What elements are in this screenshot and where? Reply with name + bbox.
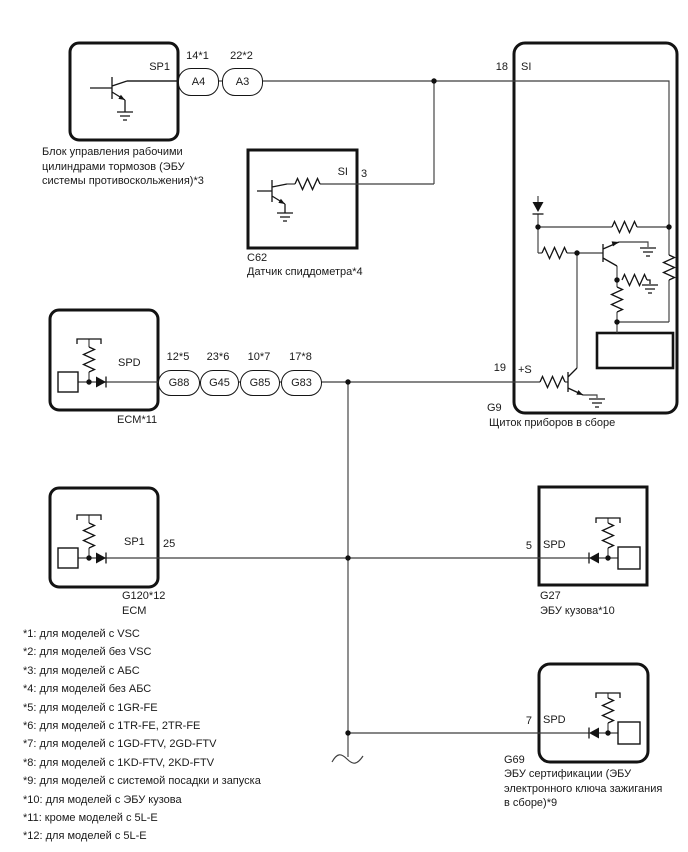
ecm-upper-code: ECM*11 bbox=[117, 414, 158, 426]
speed-sensor-pin-number: 3 bbox=[361, 168, 368, 180]
skid-ecu-caption bbox=[42, 145, 204, 189]
footnote: *11: кроме моделей с 5L-E bbox=[23, 811, 158, 824]
cert-ecu-terminal-label: SPD bbox=[543, 714, 566, 726]
connector-g45: G45 bbox=[200, 370, 239, 396]
connector-a3: A3 bbox=[222, 68, 263, 96]
footnote: *7: для моделей с 1GD-FTV, 2GD-FTV bbox=[23, 738, 217, 751]
footnote: *9: для моделей с системой посадки и запуска bbox=[23, 775, 261, 788]
connector-a4: A4 bbox=[178, 68, 219, 96]
ecm-lower-terminal-label: SP1 bbox=[124, 536, 145, 548]
cert-ecu-caption bbox=[504, 767, 662, 811]
meter-pin19-number: 19 bbox=[493, 362, 506, 374]
footnote: *5: для моделей с 1GR-FE bbox=[23, 701, 158, 714]
body-ecu-pin-number: 5 bbox=[525, 540, 532, 552]
footnote: *4: для моделей без АБС bbox=[23, 683, 152, 696]
body-ecu-terminal-label: SPD bbox=[543, 539, 566, 551]
footnotes bbox=[23, 625, 261, 846]
cert-ecu-pin-number: 7 bbox=[525, 715, 532, 727]
footnote: *8: для моделей с 1KD-FTV, 2KD-FTV bbox=[23, 756, 215, 769]
connector-a3-pin-label: 22*2 bbox=[230, 50, 253, 62]
skid-ecu-caption-line2: цилиндрами тормозов (ЭБУ bbox=[42, 160, 185, 173]
meter-caption: Щиток приборов в сборе bbox=[489, 417, 616, 429]
cert-ecu-caption-line1: ЭБУ сертификации (ЭБУ bbox=[504, 768, 632, 780]
footnote: *1: для моделей с VSC bbox=[23, 628, 140, 640]
body-ecu-code: G27 bbox=[540, 590, 561, 602]
skid-ecu-caption-line1: Блок управления рабочими bbox=[42, 146, 183, 158]
connector-g85: G85 bbox=[240, 370, 280, 396]
connector-g83-pin-label: 17*8 bbox=[289, 351, 312, 363]
transistor-icons bbox=[90, 77, 619, 395]
connector-g88: G88 bbox=[158, 370, 200, 396]
speed-sensor-caption: Датчик спиддометра*4 bbox=[247, 266, 363, 278]
footnote: *12: для моделей с 5L-E bbox=[23, 830, 147, 843]
ecm-lower-name: ECM bbox=[122, 605, 147, 617]
footnote: *6: для моделей с 1TR-FE, 2TR-FE bbox=[23, 719, 201, 732]
ecm-lower-code: G120*12 bbox=[122, 590, 166, 602]
cert-ecu-caption-line2: электронного ключа зажигания bbox=[504, 782, 663, 795]
connector-g45-pin-label: 23*6 bbox=[206, 351, 230, 363]
ecm-lower-pin-number: 25 bbox=[163, 538, 176, 550]
skid-ecu-terminal-label: SP1 bbox=[149, 61, 170, 73]
footnote: *2: для моделей без VSC bbox=[23, 646, 152, 659]
connector-a4-pin-label: 14*1 bbox=[186, 50, 209, 62]
meter-code: G9 bbox=[487, 402, 502, 414]
connector-g88-pin-label: 12*5 bbox=[166, 351, 190, 363]
footnote: *10: для моделей с ЭБУ кузова bbox=[23, 793, 182, 806]
meter-pin19-terminal: +S bbox=[518, 364, 532, 376]
cert-ecu-code: G69 bbox=[504, 754, 525, 766]
connector-g85-pin-label: 10*7 bbox=[247, 351, 271, 363]
ecm-upper-terminal-label: SPD bbox=[118, 357, 141, 369]
meter-pin18-terminal: SI bbox=[521, 61, 532, 73]
meter-pin18-number: 18 bbox=[495, 61, 508, 73]
cert-ecu-caption-line3: в сборе)*9 bbox=[504, 797, 558, 809]
body-ecu-caption: ЭБУ кузова*10 bbox=[540, 605, 615, 617]
meter-module-box bbox=[597, 333, 673, 368]
speed-sensor-terminal-label: SI bbox=[337, 166, 348, 178]
skid-ecu-caption-line3: системы противоскольжения)*3 bbox=[42, 175, 204, 187]
footnote: *3: для моделей с АБС bbox=[23, 664, 140, 677]
speed-sensor-code: C62 bbox=[247, 252, 268, 264]
connector-g83: G83 bbox=[281, 370, 322, 396]
